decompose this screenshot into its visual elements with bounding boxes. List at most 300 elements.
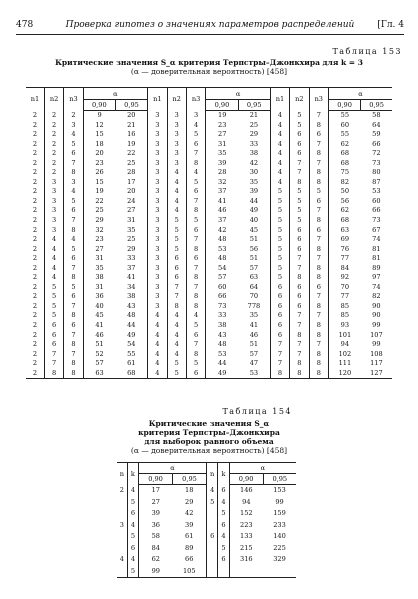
table-154-caption-line4: (α — доверительная вероятность) [458]	[130, 446, 288, 455]
table-cell: 8	[186, 245, 205, 255]
table-cell: 7	[167, 283, 186, 293]
table-cell: 51	[249, 254, 259, 263]
table-cell: 8	[309, 350, 328, 360]
table-cell: 39	[206, 159, 238, 169]
table-row	[26, 273, 392, 283]
table-cell: 2	[32, 254, 38, 263]
col-n3: n3	[186, 88, 205, 111]
table-cell: 77	[329, 254, 361, 264]
table-cell: 4	[148, 359, 167, 369]
col-n2: n2	[290, 88, 309, 111]
table-cell: 7	[309, 235, 328, 245]
table-cell: 2	[44, 111, 63, 121]
table-cell: 8	[186, 350, 205, 360]
table-cell: 5	[167, 235, 186, 245]
table-cell: 89	[372, 263, 381, 272]
table-cell: 2	[32, 292, 38, 301]
table-cell: 3	[148, 226, 167, 236]
table-cell: 8	[309, 121, 328, 131]
table-cell: 215	[229, 543, 263, 555]
table-cell: 60	[329, 121, 361, 131]
table-cell: 31	[127, 216, 136, 225]
table-cell: 28	[127, 168, 136, 177]
table-cell: 8	[290, 178, 309, 188]
table-cell: 77	[329, 292, 361, 302]
table-cell: 9	[83, 111, 115, 121]
table-cell: 8	[309, 216, 328, 226]
table-cell: 6	[64, 149, 83, 159]
table-cell: 8	[186, 159, 205, 169]
table-cell: 94	[329, 340, 361, 350]
table-cell: 25	[127, 235, 136, 244]
table-cell: 4	[270, 178, 289, 188]
table-cell: 3	[44, 187, 63, 197]
table-cell: 27	[206, 130, 238, 140]
table-cell: 3	[64, 178, 83, 188]
table-cell: 82	[372, 292, 381, 301]
table-cell: 68	[329, 159, 361, 169]
table-row	[26, 311, 392, 321]
table-cell: 20	[127, 187, 136, 196]
page-number: 478	[16, 20, 34, 30]
table-cell: 23	[206, 121, 238, 131]
table-cell: 92	[329, 273, 361, 283]
table-row	[117, 508, 296, 520]
table-cell: 8	[309, 245, 328, 255]
table-cell	[206, 554, 217, 566]
table-cell: 41	[206, 197, 238, 207]
table-cell: 8	[186, 292, 205, 302]
table-cell: 6	[186, 331, 205, 341]
table-cell: 7	[290, 340, 309, 350]
table-cell: 19	[206, 111, 238, 121]
table-cell: 5	[270, 216, 289, 226]
table-cell: 7	[186, 197, 205, 207]
table-cell: 4	[127, 520, 138, 532]
table-cell: 68	[329, 149, 361, 159]
table-cell: 4	[186, 121, 205, 131]
table-cell: 40	[249, 216, 259, 225]
table-cell: 3	[186, 111, 205, 121]
table-cell: 152	[229, 508, 263, 520]
table-cell: 21	[127, 120, 136, 129]
table-cell: 3	[148, 111, 167, 121]
table-cell: 3	[148, 264, 167, 274]
table-153-caption-subtitle: (α — доверительная вероятность) [458]	[130, 67, 288, 76]
col-n1: n1	[148, 88, 167, 111]
table-154	[117, 462, 296, 578]
table-row	[26, 254, 392, 264]
table-cell: 63	[329, 226, 361, 236]
col-095: 0,95	[238, 100, 270, 111]
table-cell: 5	[127, 531, 138, 543]
table-cell: 4	[167, 197, 186, 207]
table-cell: 7	[290, 159, 309, 169]
table-cell: 2	[32, 206, 38, 215]
table-cell: 33	[206, 311, 238, 321]
table-cell: 72	[372, 149, 381, 158]
table-cell: 6	[290, 245, 309, 255]
table-cell: 6	[44, 321, 63, 331]
table-cell: 62	[329, 206, 361, 216]
table-cell: 5	[44, 311, 63, 321]
table-cell: 4	[270, 121, 289, 131]
table-cell: 8	[309, 168, 328, 178]
table-cell: 7	[64, 264, 83, 274]
table-cell: 2	[32, 187, 38, 196]
table-cell: 5	[309, 187, 328, 197]
table-cell: 81	[372, 244, 381, 253]
table-cell: 2	[32, 196, 38, 205]
table-cell: 93	[329, 321, 361, 331]
table-153-caption	[0, 58, 418, 76]
table-cell: 5	[64, 197, 83, 207]
table-cell: 4	[148, 369, 167, 379]
table-cell: 35	[249, 311, 259, 320]
table-cell: 3	[148, 159, 167, 169]
col-n3: n3	[64, 88, 83, 111]
table-cell: 4	[148, 321, 167, 331]
table-cell: 5	[64, 283, 83, 293]
table-cell: 39	[185, 520, 194, 529]
col-n1: n1	[26, 88, 44, 111]
table-cell	[218, 566, 229, 578]
table-row	[26, 168, 392, 178]
col-090: 0,90	[139, 474, 173, 485]
table-cell: 3	[44, 197, 63, 207]
table-cell: 49	[206, 369, 238, 379]
table-row	[26, 130, 392, 140]
table-cell: 3	[148, 206, 167, 216]
table-cell: 4	[206, 485, 217, 497]
table-cell: 2	[32, 177, 38, 186]
table-cell: 2	[32, 244, 38, 253]
table-cell: 2	[32, 349, 38, 358]
table-cell: 68	[115, 369, 147, 379]
running-header	[16, 20, 404, 35]
table-cell: 12	[83, 121, 115, 131]
table-cell: 2	[64, 111, 83, 121]
table-cell: 8	[309, 149, 328, 159]
table-cell: 3	[148, 168, 167, 178]
table-cell: 74	[372, 282, 381, 291]
table-cell: 19	[83, 187, 115, 197]
table-cell: 2	[44, 121, 63, 131]
table-cell: 7	[64, 159, 83, 169]
table-cell: 4	[270, 168, 289, 178]
table-cell: 38	[83, 273, 115, 283]
table-cell: 99	[139, 566, 173, 578]
table-cell: 108	[370, 349, 383, 358]
col-alpha: α	[229, 463, 296, 474]
table-cell: 2	[32, 301, 38, 310]
table-cell	[206, 520, 217, 532]
table-cell: 4	[270, 140, 289, 150]
table-cell: 4	[167, 168, 186, 178]
table-row	[26, 140, 392, 150]
table-cell: 64	[249, 282, 259, 291]
table-cell: 5	[167, 359, 186, 369]
table-cell: 127	[361, 369, 392, 379]
table-cell: 28	[206, 168, 238, 178]
table-cell: 6	[186, 187, 205, 197]
table-154-caption	[88, 419, 330, 455]
table-cell: 101	[329, 331, 361, 341]
table-cell: 4	[167, 206, 186, 216]
table-cell: 3	[44, 206, 63, 216]
table-row	[117, 566, 296, 578]
table-cell: 6	[64, 254, 83, 264]
table-cell: 7	[167, 292, 186, 302]
table-cell: 2	[32, 216, 38, 225]
table-154-label: Таблица 154	[222, 407, 292, 416]
table-row	[117, 520, 296, 532]
table-cell: 25	[127, 158, 136, 167]
table-cell: 80	[372, 168, 381, 177]
table-cell: 3	[148, 235, 167, 245]
table-cell: 6	[167, 264, 186, 274]
table-cell: 5	[127, 566, 138, 578]
table-cell: 19	[127, 139, 136, 148]
col-095: 0,95	[263, 474, 296, 485]
table-cell: 15	[83, 178, 115, 188]
table-cell: 20	[127, 111, 136, 119]
table-cell: 67	[372, 225, 381, 234]
table-cell: 5	[270, 226, 289, 236]
table-cell: 3	[148, 292, 167, 302]
table-cell: 3	[148, 302, 167, 312]
table-cell: 7	[290, 311, 309, 321]
col-n1: n1	[270, 88, 289, 111]
table-cell: 15	[83, 130, 115, 140]
table-cell: 6	[270, 302, 289, 312]
table-cell: 8	[290, 273, 309, 283]
table-cell: 46	[206, 206, 238, 216]
table-cell: 102	[329, 350, 361, 360]
table-cell: 6	[64, 321, 83, 331]
table-cell: 39	[139, 508, 173, 520]
table-row	[26, 292, 392, 302]
table-row	[26, 197, 392, 207]
table-cell: 63	[83, 369, 115, 379]
table-row	[26, 369, 392, 379]
table-cell: 3	[167, 111, 186, 121]
table-cell: 7	[186, 235, 205, 245]
table-cell: 29	[185, 497, 194, 506]
table-cell: 107	[370, 330, 383, 339]
table-cell: 8	[309, 369, 328, 379]
table-cell: 5	[167, 226, 186, 236]
table-cell: 5	[44, 283, 63, 293]
table-cell: 4	[218, 531, 229, 543]
table-cell: 3	[148, 283, 167, 293]
table-cell: 7	[186, 264, 205, 274]
table-cell: 6	[127, 543, 138, 555]
table-cell: 8	[64, 369, 83, 379]
table-cell: 70	[329, 283, 361, 293]
table-cell: 99	[275, 497, 284, 506]
table-row	[117, 485, 296, 497]
table-cell: 62	[139, 554, 173, 566]
table-cell: 54	[127, 340, 136, 349]
table-cell: 8	[64, 226, 83, 236]
table-cell: 33	[249, 139, 259, 148]
table-cell: 42	[249, 158, 259, 167]
table-cell: 146	[229, 485, 263, 497]
table-cell	[229, 566, 263, 578]
table-153-body	[26, 111, 392, 379]
table-cell: 29	[127, 244, 136, 253]
table-cell: 48	[206, 254, 238, 264]
table-cell: 7	[64, 216, 83, 226]
table-cell: 8	[290, 369, 309, 379]
table-cell: 5	[270, 273, 289, 283]
table-cell: 5	[186, 321, 205, 331]
table-cell: 7	[309, 254, 328, 264]
table-cell: 59	[372, 130, 381, 139]
table-cell: 2	[32, 235, 38, 244]
table-cell: 45	[249, 225, 259, 234]
table-cell: 73	[372, 216, 381, 225]
table-cell: 38	[249, 149, 259, 158]
table-cell: 7	[309, 111, 328, 121]
table-row	[26, 245, 392, 255]
table-cell: 7	[290, 168, 309, 178]
table-cell: 778	[247, 301, 261, 310]
table-cell: 31	[83, 254, 115, 264]
table-cell: 3	[148, 121, 167, 131]
table-cell: 2	[32, 340, 38, 349]
table-cell: 6	[206, 531, 217, 543]
table-cell: 7	[64, 331, 83, 341]
table-cell: 32	[206, 178, 238, 188]
table-cell: 4	[167, 187, 186, 197]
table-cell: 60	[372, 196, 381, 205]
table-cell: 18	[185, 486, 194, 494]
table-cell: 8	[64, 273, 83, 283]
table-cell: 4	[167, 331, 186, 341]
table-cell: 58	[372, 111, 381, 119]
table-cell: 48	[127, 311, 136, 320]
table-cell: 3	[148, 216, 167, 226]
table-cell: 16	[127, 130, 136, 139]
col-090: 0,90	[329, 100, 361, 111]
col-095: 0,95	[361, 100, 392, 111]
chapter-label: [Гл. 4	[377, 20, 404, 30]
table-cell: 6	[309, 197, 328, 207]
table-cell: 4	[167, 321, 186, 331]
table-cell: 27	[83, 245, 115, 255]
table-cell: 5	[186, 359, 205, 369]
table-cell: 66	[206, 292, 238, 302]
table-cell: 6	[186, 254, 205, 264]
table-cell: 85	[329, 311, 361, 321]
table-cell: 2	[32, 330, 38, 339]
table-row	[26, 111, 392, 121]
table-cell: 34	[127, 282, 136, 291]
table-cell: 159	[273, 509, 286, 517]
table-cell: 7	[309, 311, 328, 321]
table-cell: 6	[309, 226, 328, 236]
table-cell: 3	[44, 216, 63, 226]
table-cell: 2	[119, 485, 124, 494]
table-153-caption-title: Критические значения S_α критерия Терпстры–Джонкхира для k = 3	[55, 58, 363, 67]
table-cell: 2	[32, 311, 38, 320]
table-cell: 5	[218, 543, 229, 555]
table-cell: 7	[290, 264, 309, 274]
table-cell: 31	[83, 283, 115, 293]
table-cell: 41	[83, 321, 115, 331]
table-cell: 5	[290, 216, 309, 226]
table-cell: 44	[249, 196, 259, 205]
table-cell: 5	[290, 206, 309, 216]
table-cell: 6	[218, 554, 229, 566]
table-cell: 2	[32, 263, 38, 272]
table-cell: 3	[148, 140, 167, 150]
table-cell: 4	[119, 555, 124, 563]
table-cell: 55	[127, 349, 136, 358]
table-cell: 4	[167, 311, 186, 321]
table-cell: 29	[83, 216, 115, 226]
table-cell	[117, 508, 127, 520]
running-title: Проверка гипотез о значениях параметров распределений	[65, 20, 355, 30]
table-cell: 5	[290, 121, 309, 131]
table-cell: 85	[329, 302, 361, 312]
table-cell: 17	[127, 177, 136, 186]
table-cell: 57	[206, 273, 238, 283]
table-cell: 62	[329, 140, 361, 150]
table-cell: 43	[127, 301, 136, 310]
table-cell: 38	[206, 321, 238, 331]
table-cell: 32	[83, 226, 115, 236]
table-cell: 6	[290, 130, 309, 140]
table-row	[117, 497, 296, 509]
table-cell: 4	[44, 254, 63, 264]
table-cell: 66	[372, 139, 381, 148]
table-153-label: Таблица 153	[332, 47, 402, 56]
table-row	[26, 321, 392, 331]
table-cell: 7	[309, 292, 328, 302]
table-cell: 7	[290, 254, 309, 264]
table-cell: 2	[44, 168, 63, 178]
table-cell: 17	[139, 485, 173, 497]
col-alpha: α	[83, 88, 147, 100]
table-cell: 84	[139, 543, 173, 555]
table-cell: 4	[44, 235, 63, 245]
table-cell: 8	[309, 273, 328, 283]
table-154-caption-line1: Критические значения S_α	[148, 419, 270, 428]
table-row	[117, 531, 296, 543]
table-cell: 8	[167, 302, 186, 312]
table-cell: 2	[32, 273, 38, 282]
table-cell: 5	[270, 206, 289, 216]
table-cell: 38	[127, 292, 136, 301]
table-cell: 6	[44, 340, 63, 350]
table-cell: 133	[229, 531, 263, 543]
table-cell: 8	[309, 178, 328, 188]
table-cell: 84	[329, 264, 361, 274]
table-cell: 7	[64, 302, 83, 312]
table-cell: 57	[249, 349, 259, 358]
table-cell	[117, 566, 127, 578]
table-cell: 75	[329, 168, 361, 178]
table-cell: 4	[64, 187, 83, 197]
table-cell: 6	[127, 508, 138, 520]
table-cell: 7	[290, 350, 309, 360]
table-cell: 49	[249, 206, 259, 215]
table-cell: 4	[167, 340, 186, 350]
table-cell: 57	[249, 263, 259, 272]
